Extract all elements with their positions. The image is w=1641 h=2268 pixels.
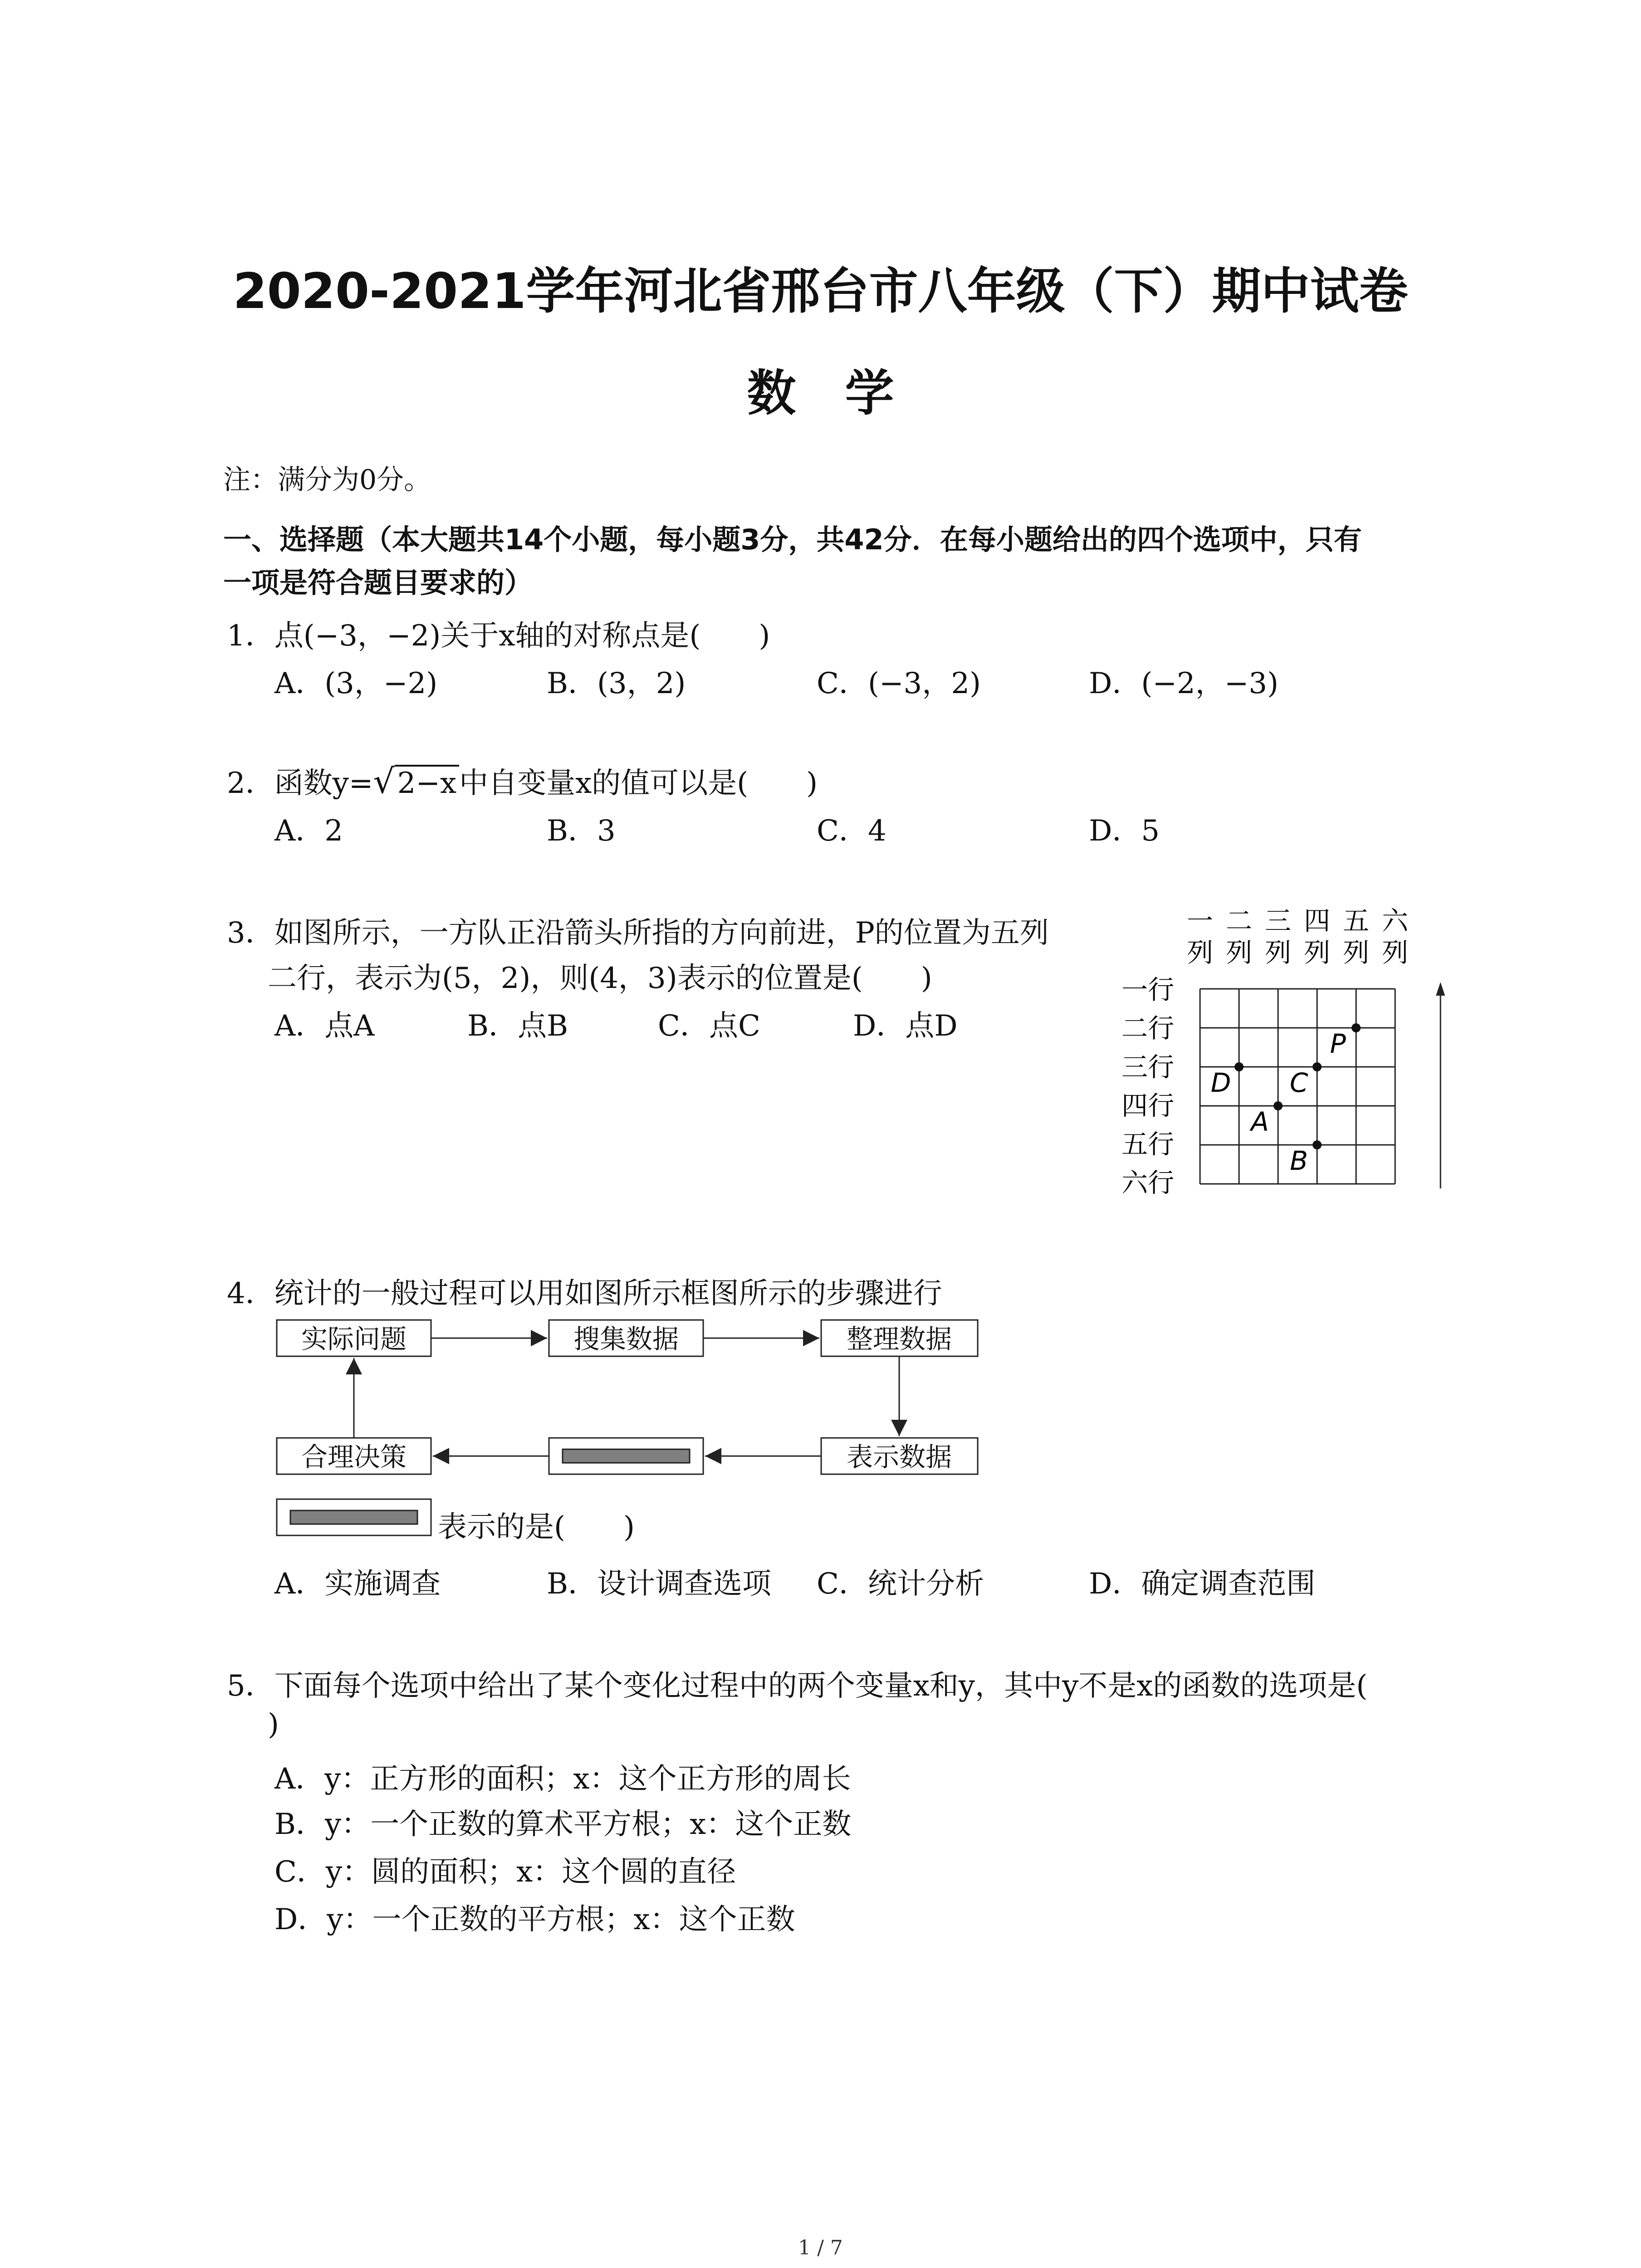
q1-option-a: A．(3，−2) (274, 667, 438, 700)
q5-stem-line1: 5．下面每个选项中给出了某个变化过程中的两个变量x和y，其中y不是x的函数的选项是( (227, 1669, 1368, 1703)
q2-option-c: C．4 (817, 814, 887, 848)
point-label-P: P (1330, 1028, 1346, 1059)
statistics-flowchart (272, 1315, 998, 1551)
q1-option-d: D．(−2，−3) (1089, 667, 1279, 700)
col-label-bottom: 列 (1225, 937, 1253, 968)
point-label-B: B (1290, 1145, 1308, 1176)
row-label: 一行 (1121, 974, 1175, 1005)
col-label-bottom: 列 (1264, 937, 1292, 968)
radical-sign: √ (373, 762, 395, 801)
q5-stem-line2: ) (268, 1708, 279, 1741)
col-label-top: 一 (1186, 907, 1214, 936)
point-label-A: A (1251, 1106, 1269, 1137)
q2-option-d: D．5 (1089, 814, 1160, 848)
q3-option-d: D．点D (853, 1009, 958, 1043)
point-D (1234, 1062, 1244, 1071)
q3-stem-line2: 二行，表示为(5，2)，则(4，3)表示的位置是( ) (268, 962, 932, 995)
col-label-top: 三 (1264, 907, 1292, 936)
q3-option-b: B．点B (467, 1009, 568, 1043)
q4-option-b: B．设计调查选项 (547, 1567, 772, 1601)
point-B (1313, 1140, 1322, 1149)
col-label-bottom: 列 (1381, 937, 1409, 968)
point-C (1313, 1062, 1322, 1071)
col-label-bottom: 列 (1303, 937, 1331, 968)
q3-option-a: A．点A (274, 1009, 375, 1043)
q1-stem: 1．点(−3，−2)关于x轴的对称点是( ) (227, 619, 770, 653)
row-label: 五行 (1121, 1129, 1175, 1160)
q1-option-b: B．(3，2) (547, 667, 686, 700)
q4-tail: 表示的是( ) (438, 1510, 635, 1544)
col-label-top: 四 (1303, 907, 1331, 936)
box-represent-data-label: 表示数据 (846, 1442, 952, 1472)
q5-option-c: C．y：圆的面积；x：这个圆的直径 (274, 1855, 736, 1889)
box-reasonable-decision-label: 合理决策 (301, 1442, 407, 1472)
point-label-D: D (1210, 1067, 1231, 1098)
point-A (1274, 1101, 1283, 1110)
q2-option-a: A．2 (274, 814, 343, 848)
q4-option-d: D．确定调查范围 (1089, 1567, 1316, 1601)
q2-stem-post: 中自变量x的值可以是( ) (459, 767, 818, 800)
hidden-step-bar (563, 1449, 690, 1463)
q4-option-a: A．实施调查 (274, 1567, 441, 1601)
formation-grid-figure (1116, 907, 1461, 1216)
q3-stem-line1: 3．如图所示，一方队正沿箭头所指的方向前进，P的位置为五列 (227, 916, 1049, 950)
q4-option-c: C．统计分析 (817, 1567, 984, 1601)
exam-subject: 数 学 (747, 365, 894, 422)
placeholder-bar (290, 1510, 417, 1524)
q2-stem-pre: 2．函数y= (227, 767, 373, 800)
q3-option-c: C．点C (658, 1009, 760, 1043)
page-number: 1 / 7 (798, 2236, 843, 2259)
q5-option-a: A．y：正方形的面积；x：这个正方形的周长 (274, 1762, 851, 1796)
section-heading-line2: 一项是符合题目要求的） (223, 566, 533, 599)
row-label: 二行 (1121, 1013, 1175, 1044)
q2-option-b: B．3 (547, 814, 616, 848)
point-P (1352, 1023, 1361, 1032)
row-label: 六行 (1121, 1167, 1175, 1198)
box-collect-data-label: 搜集数据 (573, 1324, 679, 1354)
col-label-bottom: 列 (1186, 937, 1214, 968)
col-label-top: 六 (1381, 907, 1409, 936)
section-heading-line1: 一、选择题（本大题共14个小题，每小题3分，共42分．在每小题给出的四个选项中，只有 (223, 523, 1362, 556)
box-practical-problem-label: 实际问题 (301, 1324, 407, 1354)
q2-radicand: 2−x (395, 765, 459, 800)
score-note: 注：满分为0分。 (223, 464, 431, 496)
point-label-C: C (1289, 1067, 1308, 1098)
q5-option-d: D．y：一个正数的平方根；x：这个正数 (274, 1903, 795, 1936)
q2-stem (227, 760, 818, 802)
col-label-bottom: 列 (1342, 937, 1370, 968)
q5-option-b: B．y：一个正数的算术平方根；x：这个正数 (274, 1808, 852, 1841)
col-label-top: 二 (1225, 907, 1253, 936)
q4-stem: 4．统计的一般过程可以用如图所示框图所示的步骤进行 (227, 1277, 942, 1310)
row-label: 四行 (1121, 1090, 1175, 1121)
arrow-head-icon (1436, 982, 1445, 996)
q1-option-c: C．(−3，2) (817, 667, 981, 700)
col-label-top: 五 (1342, 907, 1370, 936)
exam-title: 2020-2021学年河北省邢台市八年级（下）期中试卷 (233, 263, 1408, 320)
row-label: 三行 (1121, 1051, 1175, 1083)
box-organize-data-label: 整理数据 (846, 1324, 952, 1354)
